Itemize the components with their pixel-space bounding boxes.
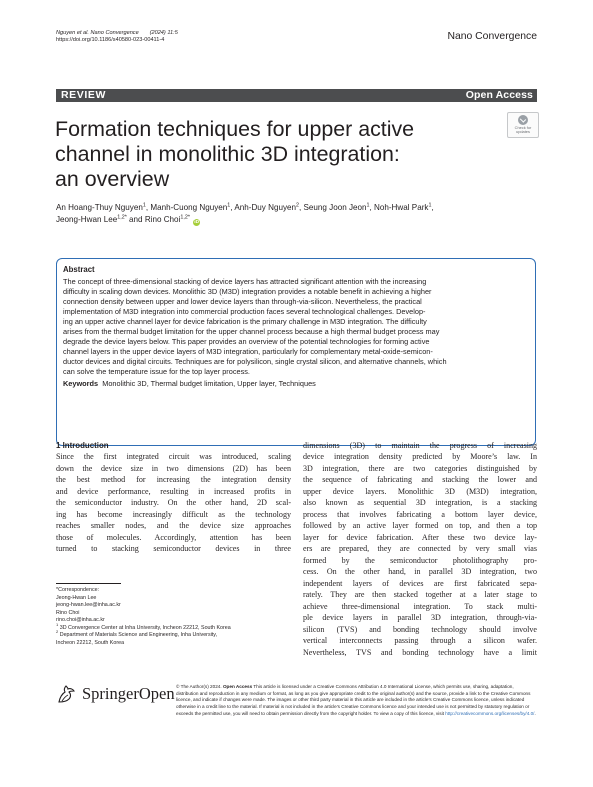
body-line: device integration density predicted by Moore’s law. In bbox=[303, 452, 537, 462]
license-text: © The Author(s) 2024. Open Access This article is licensed under a Creative Commons Attribution 4.0 International License, which permits use, sharing, adaptation, distribution and reproduction in any medium or format, as long as you give appropriate credit to the original author(s) and the source, provide a link to the Creative Commons licence, and indicate if changes were made. The images or other third party material in this article are included in the article’s Creative Commons licence, unless indicated otherwise in a credit line to the material. If material is not included in the article’s Creative Commons licence and your intended use is not permitted by statutory regulation or exceeds the permitted use, you will need to obtain permission directly from the copyright holder. To view a copy of this licence, visit http://creativecommons.org/licenses/by/4.0/. bbox=[176, 684, 536, 716]
section-heading-introduction: 1 Introduction bbox=[56, 441, 109, 450]
article-type-banner bbox=[56, 89, 537, 102]
title-line: channel in monolithic 3D integration: bbox=[55, 142, 400, 166]
body-line: independent layers of devices are first fabricated sepa- bbox=[303, 578, 537, 588]
abstract-line: channel layers in the upper device layers of M3D integration, particularly for complementary metal-oxide-semicon- bbox=[63, 347, 433, 356]
body-line: ple device layers in parallel 3D integration, through-via- bbox=[303, 613, 537, 623]
orcid-icon[interactable]: iD bbox=[194, 219, 200, 225]
author-name[interactable]: Jeong-Hwan Lee bbox=[56, 215, 118, 225]
keywords-label: Keywords bbox=[63, 379, 99, 388]
running-header-year: (2024) 11:5 bbox=[149, 30, 178, 36]
body-line: vertical interconnects passing through a silicon wafer. bbox=[303, 636, 537, 646]
check-updates-icon bbox=[518, 115, 528, 125]
body-line: also known as sequential 3D integration, is a stacking bbox=[303, 498, 537, 508]
correspondence-name: Rino Choi bbox=[56, 609, 80, 616]
springer-horse-icon bbox=[56, 684, 78, 704]
body-line: 3D integration, there are two categories distinguished by bbox=[303, 463, 537, 473]
check-updates-label: Check for updates bbox=[514, 125, 532, 135]
author-name[interactable]: Manh-Cuong Nguyen bbox=[150, 203, 228, 212]
abstract-heading: Abstract bbox=[63, 265, 95, 274]
body-line: rately. They are then stacked together at a later stage to bbox=[303, 590, 537, 600]
keywords-list: Monolithic 3D, Thermal budget limitation, Upper layer, Techniques bbox=[102, 379, 316, 388]
body-line: Nevertheless, TVS and bonding technology have a limit bbox=[303, 647, 537, 657]
body-line: achieve three-dimensional integration. To stack multi- bbox=[303, 601, 537, 611]
body-line: layer for device fabrication. After these two device lay- bbox=[303, 532, 537, 542]
abstract-line: can solve the temperature issue for the top layer process. bbox=[63, 367, 250, 376]
author-name[interactable]: An Hoang-Thuy Nguyen bbox=[56, 203, 143, 212]
check-for-updates-button[interactable] bbox=[507, 112, 539, 138]
author-line-1: An Hoang-Thuy Nguyen$^1$, Manh-Cuong Nguyen$^1$, Anh-Duy Nguyen$^2$, Seung Joon Jeon$^1$, Noh-Hwal Park$^1$, bbox=[56, 202, 434, 212]
body-line: formed by the semiconductor photolithography pro- bbox=[303, 555, 537, 565]
running-header-left bbox=[56, 30, 178, 44]
intro-right-column bbox=[303, 440, 537, 658]
author-line-2: Jeong-Hwan Lee$^{1,2*}$ and Rino Choi$^{1,2*}$ iD bbox=[56, 214, 200, 225]
article-type-label: REVIEW bbox=[61, 89, 107, 101]
body-line: reaches smaller nodes, and the device size approaches bbox=[56, 521, 291, 531]
body-line: process that involves fabricating a bottom layer device, bbox=[303, 509, 537, 519]
footnote-divider bbox=[56, 583, 121, 584]
correspondence-email[interactable]: jeong-hwan.lee@inha.ac.kr bbox=[56, 602, 121, 609]
publisher-logo[interactable] bbox=[56, 682, 175, 706]
article-title bbox=[55, 117, 455, 192]
abstract-body bbox=[63, 277, 530, 377]
publisher-name: SpringerOpen bbox=[82, 684, 175, 703]
license-open-access: Open Access bbox=[222, 684, 253, 689]
body-line: dimensions (3D) to maintain the progress of increasing bbox=[303, 441, 537, 450]
body-line: the sequence of fabricating and stacking the lower and bbox=[303, 475, 537, 485]
license-link[interactable]: http://creativecommons.org/licenses/by/4.0/ bbox=[445, 710, 535, 716]
open-access-label: Open Access bbox=[465, 89, 533, 101]
body-line: those of molecules. Accordingly, attention has been bbox=[56, 532, 291, 542]
body-line: Since the first integrated circuit was introduced, scaling bbox=[56, 452, 291, 462]
correspondence-name: Jeong-Hwan Lee bbox=[56, 594, 97, 601]
body-line: ing has become increasingly difficult as the technology bbox=[56, 509, 291, 519]
keywords bbox=[63, 379, 530, 389]
doi-link[interactable]: https://doi.org/10.1186/s40580-023-00411-4 bbox=[56, 37, 165, 44]
correspondence-footnote bbox=[56, 587, 291, 647]
journal-name: Nano Convergence bbox=[447, 31, 537, 42]
abstract-line: ductor devices and digital circuits. Techniques are for polysilicon, single crystal silicon, and alternative channels, which bbox=[63, 357, 447, 366]
intro-left-column bbox=[56, 440, 291, 555]
title-line: an overview bbox=[55, 167, 170, 191]
correspondence-label: *Correspondence: bbox=[56, 587, 100, 593]
abstract-line: The concept of three-dimensional stacking of device layers has attracted significant attention with the increasing bbox=[63, 277, 427, 286]
body-line: cess. On the other hand, in parallel 3D integration, two bbox=[303, 567, 537, 577]
body-line: followed by an active layer formed on top, and then a top bbox=[303, 521, 537, 531]
abstract-line: difficulty in scaling down devices. Monolithic 3D (M3D) integration provides a notable benefit in achieving a higher bbox=[63, 287, 432, 296]
author-list bbox=[56, 202, 538, 227]
author-name[interactable]: Anh-Duy Nguyen bbox=[234, 203, 296, 212]
body-line: down the device size in two dimensions (2D) has been bbox=[56, 463, 291, 473]
body-line: silicon (TVS) and bonding technology should involve bbox=[303, 624, 537, 634]
body-line: the semiconductor industry. On the other hand, 2D scal- bbox=[56, 498, 291, 508]
affiliation-2: $^2$ Department of Materials Science and Engineering, Inha University, bbox=[56, 629, 218, 639]
body-line: and device performance, resulting in increased profits in bbox=[56, 486, 291, 496]
author-name[interactable]: Noh-Hwal Park bbox=[374, 203, 429, 212]
body-line: the best method for increasing the integration density bbox=[56, 475, 291, 485]
abstract-line: connection density between upper and lower device layers than through-via-silicon. Nevertheless, the practical bbox=[63, 297, 422, 306]
abstract-box bbox=[56, 258, 536, 446]
running-header-authors: Nguyen et al. Nano Convergence bbox=[56, 30, 139, 36]
body-line: ers are prepared, they are connected by very small vias bbox=[303, 544, 537, 554]
abstract-line: ing an upper active channel layer for device fabrication is the primary challenge in M3D integration. The difficulty bbox=[63, 317, 427, 326]
title-line: Formation techniques for upper active bbox=[55, 117, 415, 141]
abstract-line: degrade the device layers below. This paper provides an overview of the potential technologies for forming active bbox=[63, 337, 430, 346]
affiliation-1: $^1$ 3D Convergence Center at Inha University, Incheon 22212, South Korea bbox=[56, 621, 231, 631]
body-line: upper device layers. Monolithic 3D (M3D) integration, bbox=[303, 486, 537, 496]
body-line: turned to stacking semiconductor devices in three bbox=[56, 544, 291, 554]
affiliation-2-cont: Incheon 22212, South Korea bbox=[56, 639, 125, 646]
abstract-line: arises from the thermal budget limitation for the upper channel process because a high thermal budget process may bbox=[63, 327, 440, 336]
author-name[interactable]: Rino Choi bbox=[144, 215, 181, 225]
author-name[interactable]: Seung Joon Jeon bbox=[303, 203, 367, 212]
abstract-line: implementation of M3D integration into commercial production faces several technological challenges. Develop- bbox=[63, 307, 426, 316]
correspondence-email[interactable]: rino.choi@inha.ac.kr bbox=[56, 617, 105, 624]
